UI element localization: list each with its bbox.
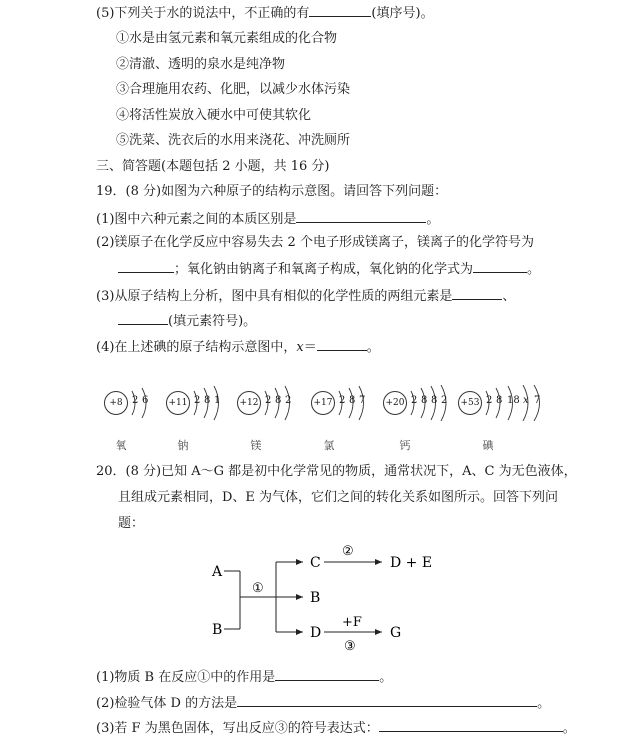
section-heading: 三、简答题(本题包括 2 小题，共 16 分) (96, 159, 330, 174)
shell-2-electrons: 8 (496, 395, 503, 406)
punctuation: 、 (502, 289, 516, 304)
shell-1-electrons: 2 (194, 395, 201, 406)
option-2: ②清澈、透明的泉水是纯净物 (116, 57, 286, 72)
punctuation: 。 (562, 721, 576, 736)
question-19-stem: 19．(8 分)如图为六种原子的结构示意图。请回答下列问题： (96, 184, 448, 199)
answer-blank[interactable] (275, 666, 379, 681)
element-name-oxygen: 氧 (115, 439, 127, 452)
question-20-stem-line-3: 题： (118, 516, 145, 531)
answer-blank[interactable] (118, 258, 174, 273)
shell-2-electrons: 6 (142, 395, 149, 406)
question-text: (1)物质 B 在反应①中的作用是 (96, 670, 276, 685)
question-18-item-5 (96, 2, 434, 24)
label-c: C (310, 555, 321, 571)
reaction-step-3: ③ (344, 639, 356, 654)
question-20-part-2 (96, 692, 550, 714)
element-name-iodine: 碘 (482, 439, 494, 452)
question-text: ；氧化钠由钠离子和氧离子构成，氧化钠的化学式为 (174, 262, 474, 277)
shell-4-electrons: 2 (441, 395, 448, 406)
label-g: G (390, 625, 402, 641)
question-20-part-1 (96, 666, 392, 688)
shell-5-electrons: 7 (534, 395, 541, 406)
question-20-stem-line-2: 且组成元素相同，D、E 为气体，它们之间的转化关系如图所示。回答下列问 (118, 490, 559, 505)
punctuation: 。 (537, 696, 551, 711)
option-1: ①水是由氢元素和氧元素组成的化合物 (116, 31, 338, 46)
shell-1-electrons: 2 (339, 395, 346, 406)
nucleus: +20 (383, 391, 407, 415)
shell-3-electrons: 8 (431, 395, 438, 406)
element-name-calcium: 钙 (399, 439, 411, 452)
label-b-reactant: B (212, 622, 223, 638)
nucleus: +11 (166, 391, 190, 415)
element-name-sodium: 钠 (177, 439, 189, 452)
shell-2-electrons: 8 (421, 395, 428, 406)
punctuation: 。 (426, 212, 440, 227)
question-text: (3)若 F 为黑色固体，写出反应③的符号表达式： (96, 721, 379, 736)
atom-iodine (458, 385, 558, 421)
question-19-part-4 (96, 336, 380, 358)
answer-blank[interactable] (379, 717, 563, 732)
shell-3-electrons: 7 (359, 395, 366, 406)
question-19-part-2a: (2)镁原子在化学反应中容易失去 2 个电子形成镁离子，镁离子的化学符号为 (96, 235, 534, 250)
question-text: (1)图中六种元素之间的本质区别是 (96, 212, 297, 227)
answer-blank[interactable] (452, 285, 502, 300)
shell-4-electrons: x (523, 395, 529, 406)
nucleus: +12 (237, 391, 261, 415)
option-5: ⑤洗菜、洗衣后的水用来浇花、冲洗厕所 (116, 133, 351, 148)
shell-2-electrons: 8 (204, 395, 211, 406)
nucleus: +53 (458, 391, 482, 415)
answer-blank[interactable] (237, 692, 537, 707)
equals-sign: ＝ (303, 340, 317, 355)
reaction-step-2: ② (342, 544, 354, 559)
question-text: (5)下列关于水的说法中，不正确的有 (96, 6, 310, 21)
shell-3-electrons: 1 (214, 395, 221, 406)
question-text: (2)检验气体 D 的方法是 (96, 696, 238, 711)
shell-3-electrons: 18 (507, 395, 520, 406)
option-4: ④将活性炭放入硬水中可使其软化 (116, 108, 312, 123)
shell-3-electrons: 2 (285, 395, 292, 406)
shell-2-electrons: 8 (275, 395, 282, 406)
shell-1-electrons: 2 (486, 395, 493, 406)
reaction-step-1: ① (252, 581, 264, 596)
answer-blank[interactable] (296, 208, 426, 223)
punctuation: 。 (527, 262, 541, 277)
element-name-magnesium: 镁 (250, 439, 262, 452)
shell-1-electrons: 2 (411, 395, 418, 406)
punctuation: 。 (366, 340, 380, 355)
answer-blank[interactable] (473, 258, 527, 273)
question-19-part-2b (118, 258, 540, 280)
question-19-part-3b (118, 310, 256, 332)
reaction-flow-diagram (200, 540, 460, 658)
answer-blank[interactable] (317, 336, 367, 351)
label-d: D (310, 625, 322, 641)
label-a: A (212, 564, 223, 580)
question-20-stem-line-1: 20．(8 分)已知 A～G 都是初中化学常见的物质，通常状况下，A、C 为无色液体， (96, 464, 577, 479)
question-20-part-3 (96, 717, 576, 739)
atom-calcium (383, 385, 463, 421)
shell-1-electrons: 2 (132, 395, 139, 406)
option-3: ③合理施用农药、化肥，以减少水体污染 (116, 82, 351, 97)
label-d-plus-e: D + E (390, 555, 433, 571)
question-19-part-3a (96, 285, 515, 307)
question-text: (4)在上述碘的原子结构示意图中， (96, 340, 297, 355)
question-text: (填元素符号)。 (168, 314, 257, 329)
question-19-part-1 (96, 208, 439, 230)
shell-1-electrons: 2 (265, 395, 272, 406)
nucleus: +8 (104, 391, 128, 415)
variable-x: x (296, 340, 304, 355)
element-name-chlorine: 氯 (323, 439, 335, 452)
question-text: (填序号)。 (371, 6, 434, 21)
punctuation: 。 (379, 670, 393, 685)
nucleus: +17 (311, 391, 335, 415)
shell-2-electrons: 8 (349, 395, 356, 406)
label-b-product: B (310, 590, 321, 606)
answer-blank[interactable] (118, 310, 168, 325)
answer-blank[interactable] (309, 2, 371, 17)
reagent-f: +F (342, 615, 362, 630)
question-text: (3)从原子结构上分析，图中具有相似的化学性质的两组元素是 (96, 289, 453, 304)
